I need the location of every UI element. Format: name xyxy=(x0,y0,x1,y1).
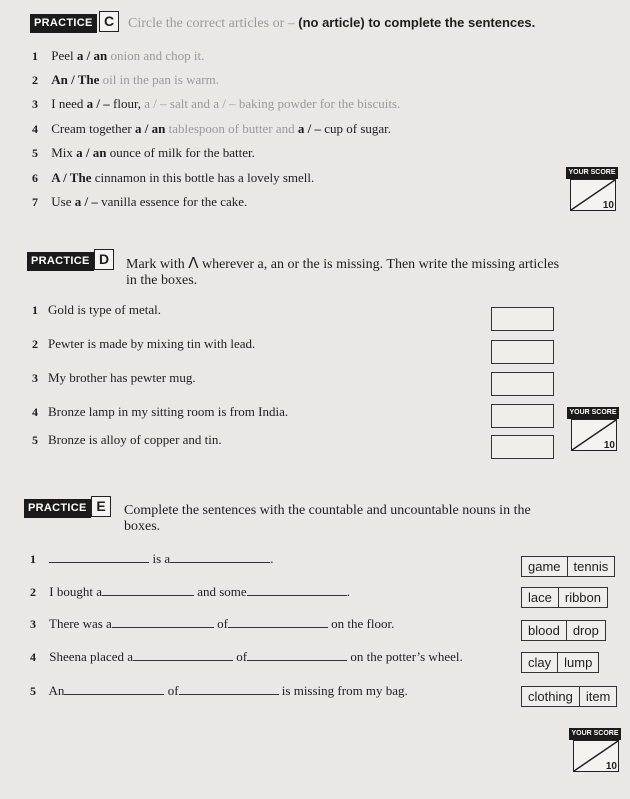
list-item: 5 Mix a / an ounce of milk for the batter. xyxy=(32,145,255,160)
answer-box[interactable] xyxy=(491,404,554,428)
article-choice[interactable]: a / an xyxy=(135,121,166,136)
word-box: lace ribbon xyxy=(521,587,608,608)
list-item: 4 Bronze lamp in my sitting room is from India. xyxy=(32,404,289,419)
list-item: 7 Use a / – vanilla essence for the cake. xyxy=(32,194,248,209)
article-choice[interactable]: a / – xyxy=(297,121,321,136)
practice-e-instruction-line2: boxes. xyxy=(124,519,161,534)
article-choice[interactable]: a / – salt and xyxy=(144,96,210,111)
answer-blank[interactable] xyxy=(247,583,347,596)
practice-d-instruction-line2: in the boxes. xyxy=(126,273,198,288)
article-choice[interactable]: A / The xyxy=(51,170,92,185)
answer-box[interactable] xyxy=(491,372,554,396)
list-item: 6 A / The cinnamon in this bottle has a lovely smell. xyxy=(32,170,315,185)
answer-box[interactable] xyxy=(491,340,554,364)
list-item: 4 Sheena placed a of on the potter’s wheel. xyxy=(30,649,463,664)
word-box: clay lump xyxy=(521,652,599,673)
list-item: 1 is a . xyxy=(30,551,274,566)
article-choice[interactable]: An / The xyxy=(51,72,100,87)
list-item: 2 Pewter is made by mixing tin with lead. xyxy=(32,336,256,351)
practice-tag: PRACTICE xyxy=(24,499,91,518)
practice-letter: C xyxy=(99,11,119,32)
list-item: 1 Gold is type of metal. xyxy=(32,302,162,317)
list-item: 2 I bought a and some . xyxy=(30,584,350,599)
answer-blank[interactable] xyxy=(247,648,347,661)
answer-blank[interactable] xyxy=(112,615,214,628)
answer-blank[interactable] xyxy=(133,648,233,661)
practice-d-instruction: Mark with Λ wherever a, an or the is missing. Then write the missing articles xyxy=(126,254,560,272)
article-choice[interactable]: a / an xyxy=(76,48,108,63)
practice-letter: E xyxy=(91,496,111,517)
score-box: YOUR SCORE 10 xyxy=(567,403,619,453)
answer-blank[interactable] xyxy=(179,682,279,695)
score-box: YOUR SCORE 10 xyxy=(569,724,621,774)
list-item: 5 Bronze is alloy of copper and tin. xyxy=(32,432,222,447)
word-box: blood drop xyxy=(521,620,606,641)
answer-blank[interactable] xyxy=(49,550,149,563)
list-item: 2 An / The oil in the pan is warm. xyxy=(32,72,219,87)
list-item: 5 An of is missing from my bag. xyxy=(30,683,408,698)
practice-c-instruction: Circle the correct articles or – (no article) to complete the sentences. xyxy=(128,15,536,31)
article-choice[interactable]: a / an xyxy=(76,145,107,160)
caret-icon: Λ xyxy=(188,254,199,272)
list-item: 3 My brother has pewter mug. xyxy=(32,370,196,385)
answer-blank[interactable] xyxy=(170,550,270,563)
list-item: 1 Peel a / an onion and chop it. xyxy=(32,48,205,63)
practice-tag: PRACTICE xyxy=(27,252,94,271)
answer-blank[interactable] xyxy=(102,583,194,596)
list-item: 3 I need a / – flour, a / – salt and a / – baking powder for the biscuits. xyxy=(32,96,401,111)
article-choice[interactable]: a / – xyxy=(213,96,236,111)
word-box: clothing item xyxy=(521,686,617,707)
answer-blank[interactable] xyxy=(64,682,164,695)
answer-box[interactable] xyxy=(491,307,554,331)
practice-e-instruction: Complete the sentences with the countable and uncountable nouns in the xyxy=(124,503,531,518)
article-choice[interactable]: a / – xyxy=(86,96,110,111)
article-choice[interactable]: a / – xyxy=(74,194,98,209)
list-item: 3 There was a of on the floor. xyxy=(30,616,395,631)
score-box: YOUR SCORE 10 xyxy=(566,163,618,213)
practice-letter: D xyxy=(94,249,114,270)
answer-box[interactable] xyxy=(491,435,554,459)
answer-blank[interactable] xyxy=(228,615,328,628)
list-item: 4 Cream together a / an tablespoon of butter and a / – cup of sugar. xyxy=(32,121,392,136)
practice-tag: PRACTICE xyxy=(30,14,97,33)
word-box: game tennis xyxy=(521,556,615,577)
